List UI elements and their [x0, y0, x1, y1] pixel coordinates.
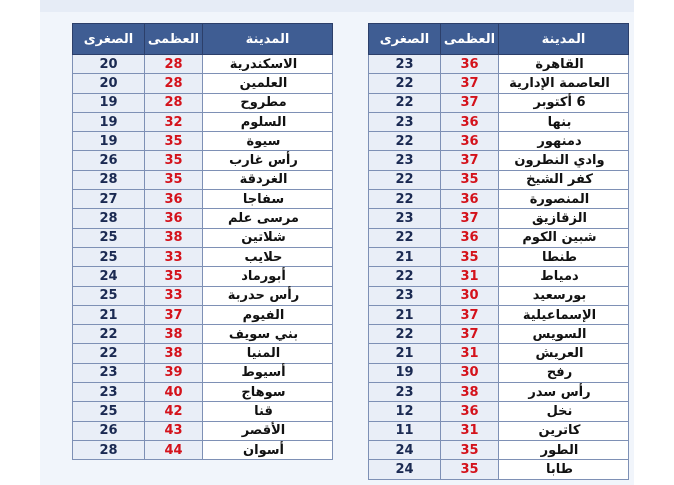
table-row — [73, 440, 333, 459]
min-temp-cell: 23 — [369, 286, 441, 305]
max-temp-cell: 44 — [145, 440, 203, 459]
max-temp-cell: 35 — [441, 460, 499, 479]
max-temp-cell: 35 — [441, 440, 499, 459]
table-row — [369, 383, 629, 402]
min-temp-cell: 22 — [73, 344, 145, 363]
min-temp-cell: 21 — [369, 247, 441, 266]
table-row — [369, 190, 629, 209]
min-temp-cell: 23 — [369, 112, 441, 131]
city-cell: شلاتين — [203, 228, 333, 247]
table-row — [369, 112, 629, 131]
min-temp-cell: 28 — [73, 209, 145, 228]
table-row — [73, 267, 333, 286]
min-temp-cell: 22 — [369, 74, 441, 93]
table-row — [369, 151, 629, 170]
max-temp-cell: 37 — [441, 93, 499, 112]
min-temp-cell: 28 — [73, 170, 145, 189]
max-temp-cell: 36 — [441, 112, 499, 131]
city-cell: طابا — [499, 460, 629, 479]
max-temp-cell: 35 — [441, 170, 499, 189]
min-temp-cell: 23 — [73, 363, 145, 382]
city-cell: بني سويف — [203, 325, 333, 344]
max-temp-cell: 30 — [441, 286, 499, 305]
max-temp-cell: 36 — [441, 132, 499, 151]
max-temp-cell: 33 — [145, 286, 203, 305]
max-temp-cell: 38 — [145, 325, 203, 344]
city-cell: سيوة — [203, 132, 333, 151]
city-cell: السويس — [499, 325, 629, 344]
max-temp-cell: 40 — [145, 383, 203, 402]
max-temp-cell: 35 — [145, 151, 203, 170]
max-temp-cell: 30 — [441, 363, 499, 382]
header-max: العظمى — [441, 24, 499, 55]
min-temp-cell: 25 — [73, 228, 145, 247]
table-row — [73, 55, 333, 74]
city-cell: كفر الشيخ — [499, 170, 629, 189]
max-temp-cell: 35 — [145, 267, 203, 286]
max-temp-cell: 38 — [145, 344, 203, 363]
city-cell: وادي النطرون — [499, 151, 629, 170]
table-row — [73, 190, 333, 209]
table-row — [369, 74, 629, 93]
min-temp-cell: 23 — [369, 383, 441, 402]
table-row — [369, 170, 629, 189]
max-temp-cell: 38 — [441, 383, 499, 402]
city-cell: كاترين — [499, 421, 629, 440]
max-temp-cell: 31 — [441, 267, 499, 286]
table-row — [369, 267, 629, 286]
city-cell: العريش — [499, 344, 629, 363]
city-cell: أسيوط — [203, 363, 333, 382]
table-row — [369, 440, 629, 459]
city-cell: العاصمة الإدارية — [499, 74, 629, 93]
min-temp-cell: 24 — [369, 440, 441, 459]
table-row — [369, 363, 629, 382]
min-temp-cell: 27 — [73, 190, 145, 209]
city-cell: القاهرة — [499, 55, 629, 74]
city-cell: دمنهور — [499, 132, 629, 151]
min-temp-cell: 22 — [369, 228, 441, 247]
header-city: المدينة — [203, 24, 333, 55]
city-cell: بورسعيد — [499, 286, 629, 305]
max-temp-cell: 33 — [145, 247, 203, 266]
table-row — [369, 132, 629, 151]
min-temp-cell: 28 — [73, 440, 145, 459]
table-row — [73, 170, 333, 189]
min-temp-cell: 19 — [73, 132, 145, 151]
table-row — [369, 286, 629, 305]
table-row — [73, 93, 333, 112]
max-temp-cell: 37 — [441, 151, 499, 170]
left-forecast-table — [72, 23, 333, 460]
city-cell: الطور — [499, 440, 629, 459]
city-cell: رأس حدربة — [203, 286, 333, 305]
table-header-row — [73, 24, 333, 55]
city-cell: السلوم — [203, 112, 333, 131]
min-temp-cell: 21 — [73, 305, 145, 324]
city-cell: بنها — [499, 112, 629, 131]
city-cell: رأس غارب — [203, 151, 333, 170]
min-temp-cell: 20 — [73, 74, 145, 93]
max-temp-cell: 28 — [145, 74, 203, 93]
max-temp-cell: 31 — [441, 421, 499, 440]
header-min: الصغرى — [369, 24, 441, 55]
city-cell: رفح — [499, 363, 629, 382]
min-temp-cell: 22 — [369, 132, 441, 151]
min-temp-cell: 22 — [369, 190, 441, 209]
right-forecast-table — [368, 23, 629, 480]
min-temp-cell: 23 — [369, 209, 441, 228]
city-cell: شبين الكوم — [499, 228, 629, 247]
min-temp-cell: 20 — [73, 55, 145, 74]
header-max: العظمى — [145, 24, 203, 55]
max-temp-cell: 38 — [145, 228, 203, 247]
min-temp-cell: 12 — [369, 402, 441, 421]
min-temp-cell: 22 — [369, 325, 441, 344]
table-row — [73, 286, 333, 305]
city-cell: مطروح — [203, 93, 333, 112]
max-temp-cell: 28 — [145, 93, 203, 112]
max-temp-cell: 39 — [145, 363, 203, 382]
city-cell: سفاجا — [203, 190, 333, 209]
table-row — [369, 325, 629, 344]
max-temp-cell: 37 — [441, 325, 499, 344]
max-temp-cell: 36 — [441, 402, 499, 421]
min-temp-cell: 19 — [369, 363, 441, 382]
max-temp-cell: 37 — [441, 305, 499, 324]
min-temp-cell: 22 — [369, 170, 441, 189]
city-cell: العلمين — [203, 74, 333, 93]
min-temp-cell: 24 — [73, 267, 145, 286]
max-temp-cell: 35 — [441, 247, 499, 266]
city-cell: أبورماد — [203, 267, 333, 286]
min-temp-cell: 26 — [73, 421, 145, 440]
min-temp-cell: 23 — [73, 383, 145, 402]
city-cell: الأقصر — [203, 421, 333, 440]
max-temp-cell: 37 — [441, 209, 499, 228]
min-temp-cell: 25 — [73, 247, 145, 266]
city-cell: سوهاج — [203, 383, 333, 402]
min-temp-cell: 22 — [369, 93, 441, 112]
max-temp-cell: 32 — [145, 112, 203, 131]
table-row — [73, 112, 333, 131]
city-cell: المنصورة — [499, 190, 629, 209]
max-temp-cell: 36 — [441, 228, 499, 247]
table-row — [369, 421, 629, 440]
min-temp-cell: 24 — [369, 460, 441, 479]
min-temp-cell: 22 — [73, 325, 145, 344]
city-cell: الزقازيق — [499, 209, 629, 228]
table-row — [369, 209, 629, 228]
min-temp-cell: 25 — [73, 286, 145, 305]
min-temp-cell: 19 — [73, 112, 145, 131]
table-row — [73, 247, 333, 266]
city-cell: قنا — [203, 402, 333, 421]
table-row — [369, 305, 629, 324]
min-temp-cell: 23 — [369, 55, 441, 74]
max-temp-cell: 36 — [145, 209, 203, 228]
table-row — [73, 132, 333, 151]
city-cell: الإسماعيلية — [499, 305, 629, 324]
city-cell: نخل — [499, 402, 629, 421]
min-temp-cell: 21 — [369, 305, 441, 324]
city-cell: الفيوم — [203, 305, 333, 324]
table-row — [73, 74, 333, 93]
city-cell: دمياط — [499, 267, 629, 286]
city-cell: مرسى علم — [203, 209, 333, 228]
table-row — [369, 402, 629, 421]
min-temp-cell: 11 — [369, 421, 441, 440]
table-row — [369, 247, 629, 266]
table-row — [369, 93, 629, 112]
table-row — [73, 421, 333, 440]
city-cell: 6 أكتوبر — [499, 93, 629, 112]
max-temp-cell: 28 — [145, 55, 203, 74]
city-cell: الغردقة — [203, 170, 333, 189]
max-temp-cell: 35 — [145, 132, 203, 151]
max-temp-cell: 37 — [441, 74, 499, 93]
table-row — [73, 363, 333, 382]
city-cell: أسوان — [203, 440, 333, 459]
table-row — [369, 460, 629, 479]
header-min: الصغرى — [73, 24, 145, 55]
max-temp-cell: 37 — [145, 305, 203, 324]
table-row — [73, 344, 333, 363]
min-temp-cell: 21 — [369, 344, 441, 363]
table-row — [73, 209, 333, 228]
max-temp-cell: 36 — [441, 190, 499, 209]
city-cell: المنيا — [203, 344, 333, 363]
min-temp-cell: 22 — [369, 267, 441, 286]
table-row — [369, 55, 629, 74]
min-temp-cell: 26 — [73, 151, 145, 170]
table-row — [73, 402, 333, 421]
max-temp-cell: 31 — [441, 344, 499, 363]
min-temp-cell: 19 — [73, 93, 145, 112]
max-temp-cell: 36 — [145, 190, 203, 209]
city-cell: حلايب — [203, 247, 333, 266]
top-banner — [40, 0, 634, 12]
table-row — [73, 151, 333, 170]
max-temp-cell: 42 — [145, 402, 203, 421]
header-city: المدينة — [499, 24, 629, 55]
min-temp-cell: 25 — [73, 402, 145, 421]
city-cell: رأس سدر — [499, 383, 629, 402]
max-temp-cell: 36 — [441, 55, 499, 74]
table-row — [369, 228, 629, 247]
max-temp-cell: 43 — [145, 421, 203, 440]
table-row — [73, 305, 333, 324]
city-cell: طنطا — [499, 247, 629, 266]
min-temp-cell: 23 — [369, 151, 441, 170]
table-header-row — [369, 24, 629, 55]
table-row — [73, 228, 333, 247]
max-temp-cell: 35 — [145, 170, 203, 189]
table-row — [369, 344, 629, 363]
city-cell: الاسكندرية — [203, 55, 333, 74]
table-row — [73, 325, 333, 344]
table-row — [73, 383, 333, 402]
